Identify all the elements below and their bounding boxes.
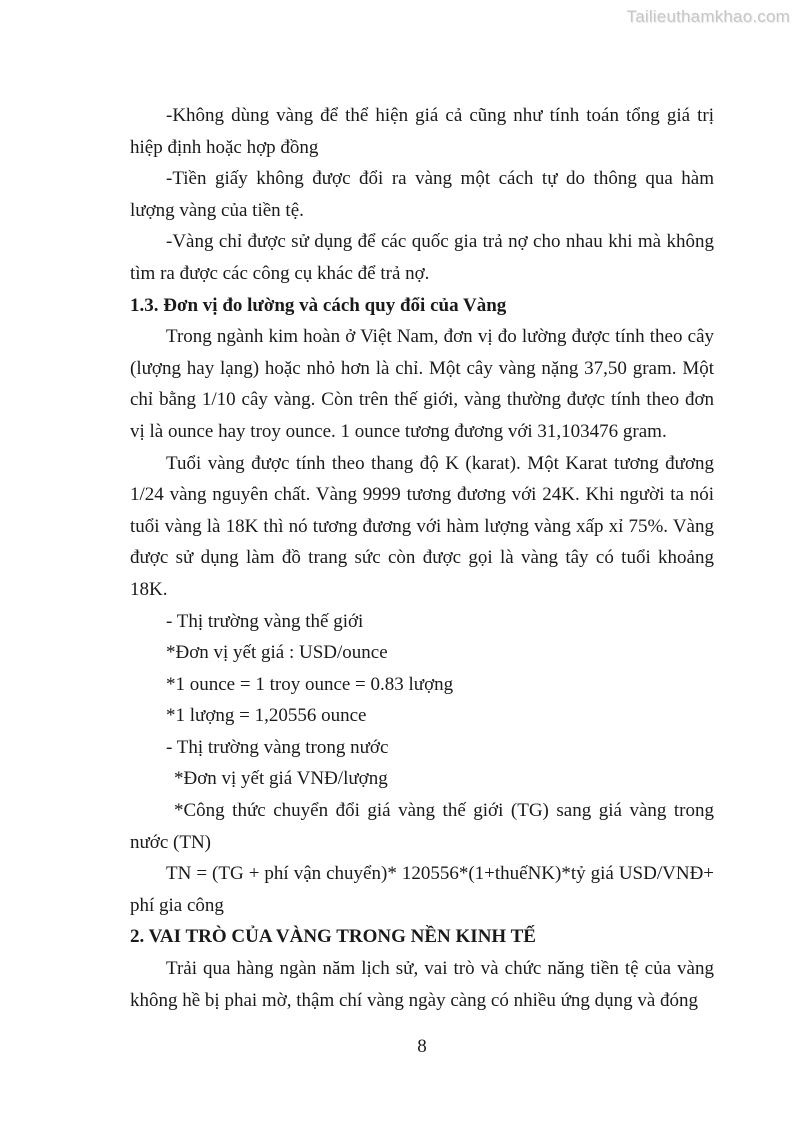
body-paragraph: -Tiền giấy không được đổi ra vàng một cách tự do thông qua hàm lượng vàng của tiền tệ. xyxy=(130,168,714,221)
list-item-quote-unit-vnd: *Đơn vị yết giá VNĐ/lượng xyxy=(174,768,388,790)
page-number: 8 xyxy=(417,1036,427,1057)
body-paragraph: Trong ngành kim hoàn ở Việt Nam, đơn vị đo lường được tính theo cây (lượng hay lạng) hoặc nhỏ hơn là chỉ. Một cây vàng nặng 37,50 gram. Một chỉ bằng 1/10 cây vàng. Còn trên thế giới, vàng thường được tính theo đơn vị là ounce hay troy ounce. 1 ounce tương đương với 31,103476 gram. xyxy=(130,326,714,442)
section-heading-2: 2. VAI TRÒ CỦA VÀNG TRONG NỀN KINH TẾ xyxy=(130,926,536,948)
list-item-conversion-formula: *Công thức chuyển đổi giá vàng thế giới (TG) sang giá vàng trong nước (TN) xyxy=(130,800,714,853)
page-content xyxy=(130,100,714,1016)
watermark: Tailieuthamkhao.com xyxy=(626,7,790,26)
body-paragraph: Tuổi vàng được tính theo thang độ K (karat). Một Karat tương đương 1/24 vàng nguyên chất. Vàng 9999 tương đương với 24K. Khi người ta nói tuổi vàng là 18K thì nó tương đương với hàm lượng vàng xấp xỉ 75%. Vàng được sử dụng làm đồ trang sức còn được gọi là vàng tây có tuổi khoảng 18K. xyxy=(130,452,714,600)
formula-paragraph: TN = (TG + phí vận chuyển)* 120556*(1+thuếNK)*tỷ giá USD/VNĐ+ phí gia công xyxy=(130,863,714,916)
section-heading-1-3: 1.3. Đơn vị đo lường và cách quy đổi của Vàng xyxy=(130,294,507,316)
body-paragraph: -Không dùng vàng để thể hiện giá cả cũng như tính toán tổng giá trị hiệp định hoặc hợp đồng xyxy=(130,105,714,158)
body-paragraph: -Vàng chỉ được sử dụng để các quốc gia trả nợ cho nhau khi mà không tìm ra được các công cụ khác để trả nợ. xyxy=(130,231,714,284)
list-item-ounce-conversion: *1 ounce = 1 troy ounce = 0.83 lượng xyxy=(166,673,454,695)
list-item-world-market: - Thị trường vàng thế giới xyxy=(166,610,364,632)
list-item-domestic-market: - Thị trường vàng trong nước xyxy=(166,736,389,758)
body-paragraph: Trải qua hàng ngàn năm lịch sử, vai trò và chức năng tiền tệ của vàng không hề bị phai mờ, thậm chí vàng ngày càng có nhiều ứng dụng và đóng xyxy=(130,958,714,1011)
list-item-luong-conversion: *1 lượng = 1,20556 ounce xyxy=(166,705,367,727)
list-item-quote-unit-usd: *Đơn vị yết giá : USD/ounce xyxy=(166,642,388,664)
